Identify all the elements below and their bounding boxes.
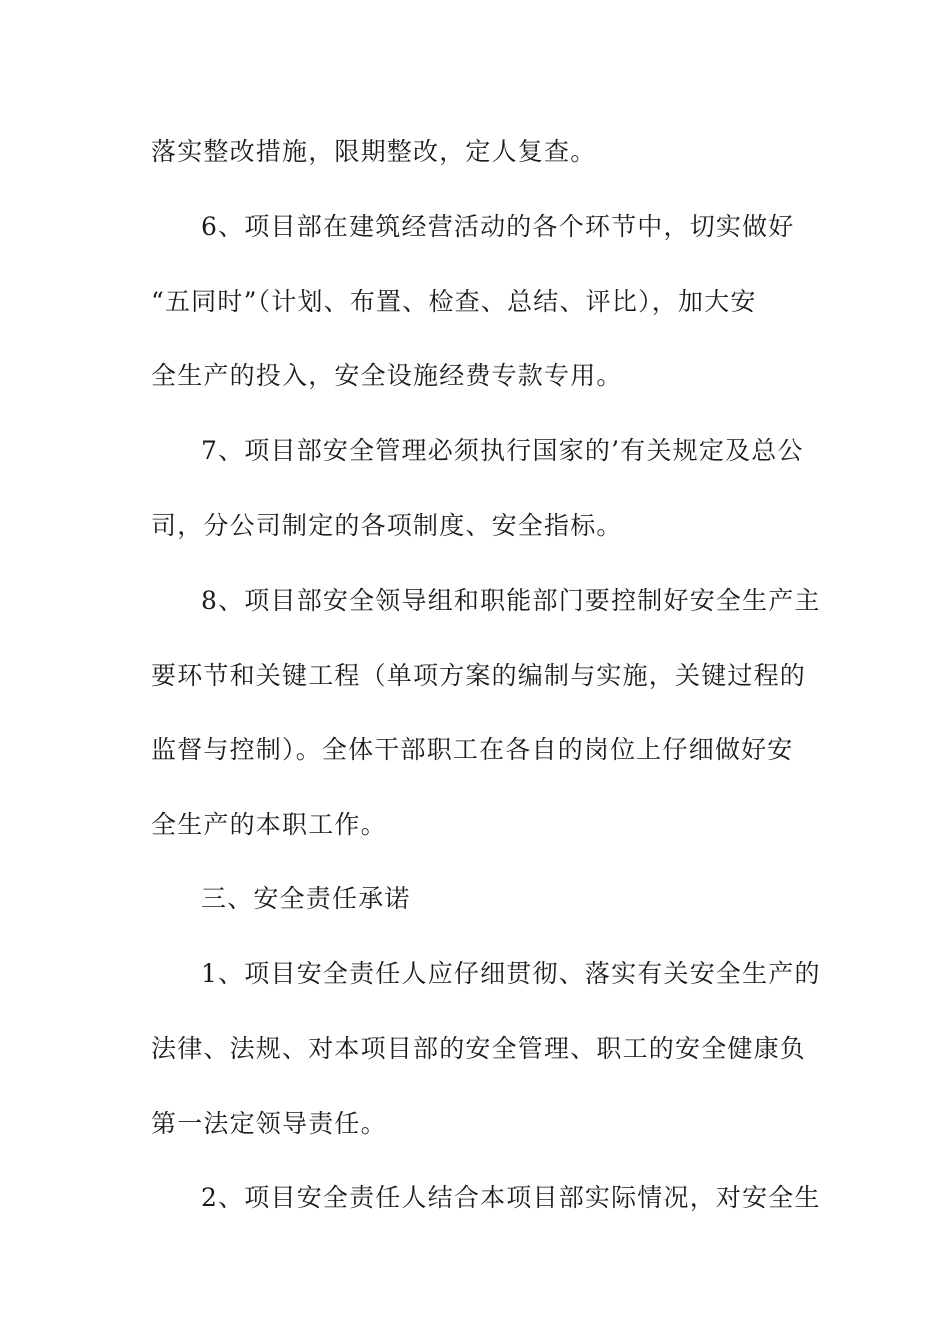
text-line: 第一法定领导责任。	[151, 1109, 387, 1138]
text-line: 2、项目安全责任人结合本项目部实际情况，对安全生	[201, 1183, 821, 1212]
text-line: 要环节和关键工程（单项方案的编制与实施，关键过程的	[151, 661, 807, 690]
text-line: 7、项目部安全管理必须执行国家的’有关规定及总公	[201, 436, 804, 465]
text-line: 监督与控制）。全体干部职工在各自的岗位上仔细做好安	[151, 735, 794, 764]
section-heading: 三、安全责任承诺	[201, 884, 411, 913]
text-line: 司，分公司制定的各项制度、安全指标。	[151, 511, 623, 540]
text-line: 落实整改措施，限期整改，定人复查。	[151, 137, 597, 166]
text-line: 全生产的本职工作。	[151, 810, 387, 839]
text-line: 1、项目安全责任人应仔细贯彻、落实有关安全生产的	[201, 959, 821, 988]
text-line: 全生产的投入，安全设施经费专款专用。	[151, 361, 623, 390]
text-line: 6、项目部在建筑经营活动的各个环节中，切实做好	[201, 212, 795, 241]
text-line: 8、项目部安全领导组和职能部门要控制好安全生产主	[201, 586, 821, 615]
text-line: 法律、法规、对本项目部的安全管理、职工的安全健康负	[151, 1034, 807, 1063]
text-line: “五同时”（计划、布置、检查、总结、评比），加大安	[151, 287, 757, 316]
